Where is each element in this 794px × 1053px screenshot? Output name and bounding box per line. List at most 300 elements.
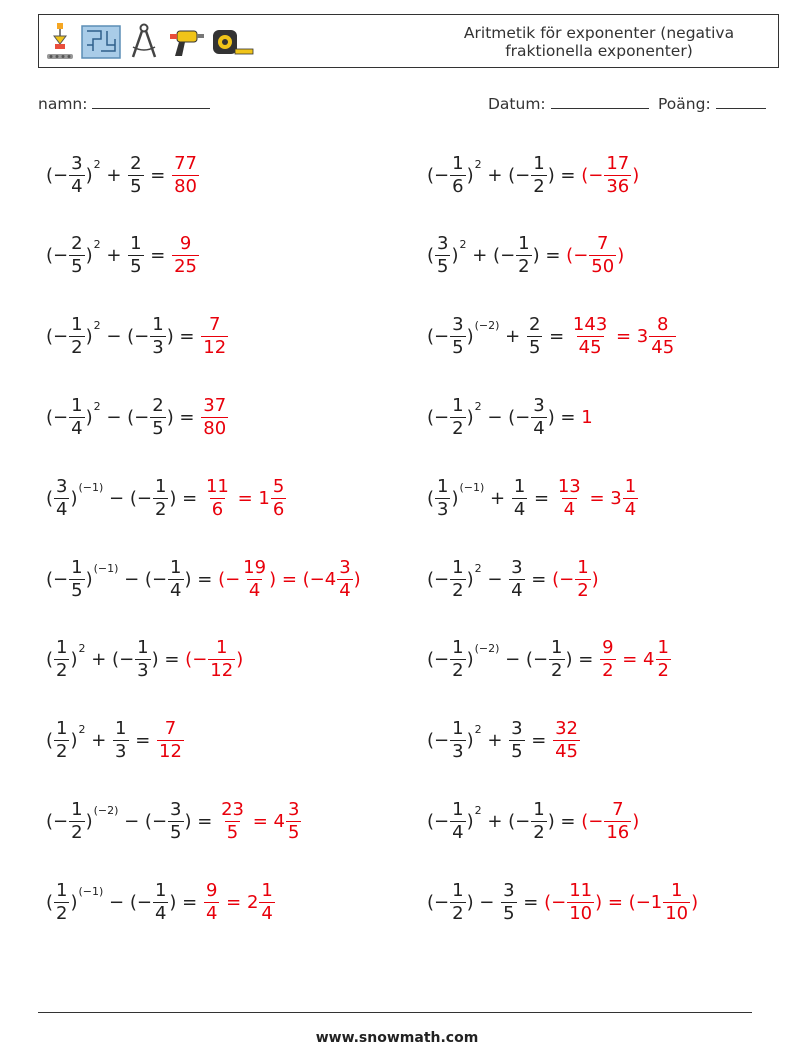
fraction bbox=[450, 395, 465, 440]
numerator: 1 bbox=[71, 798, 83, 820]
answer bbox=[552, 718, 581, 763]
expr-text: + (− bbox=[481, 810, 531, 832]
expr-text: = 3 bbox=[610, 326, 649, 348]
exponent: 2 bbox=[459, 238, 467, 252]
numerator: 32 bbox=[555, 718, 579, 740]
denominator: 5 bbox=[511, 741, 523, 763]
problem-p15 bbox=[46, 711, 185, 771]
fraction bbox=[201, 395, 228, 440]
expr-text: − (− bbox=[499, 649, 549, 671]
expr-text: ( bbox=[427, 487, 435, 509]
name-label-row bbox=[38, 95, 210, 113]
numerator: 77 bbox=[174, 152, 198, 174]
problem-p11 bbox=[46, 549, 361, 609]
problem-p6 bbox=[427, 307, 677, 367]
expr-text: (− bbox=[427, 568, 450, 590]
fraction bbox=[516, 233, 531, 278]
fraction bbox=[501, 880, 516, 925]
numerator: 143 bbox=[572, 314, 608, 336]
expr-text: ) bbox=[466, 730, 474, 752]
score-label-row bbox=[658, 95, 766, 113]
answer bbox=[581, 407, 592, 428]
expr-text: ) bbox=[85, 810, 93, 832]
expr-text: (− bbox=[581, 164, 604, 186]
numerator: 1 bbox=[130, 233, 142, 255]
exponent: 2 bbox=[93, 238, 101, 252]
fraction bbox=[208, 637, 235, 682]
fraction bbox=[69, 799, 84, 844]
expr-text: ) bbox=[632, 810, 640, 832]
exponent: 2 bbox=[474, 157, 482, 171]
numerator: 1 bbox=[624, 475, 637, 497]
denominator: 5 bbox=[130, 175, 142, 197]
score-label: Poäng: bbox=[658, 95, 711, 113]
denominator: 4 bbox=[452, 821, 464, 843]
numerator: 9 bbox=[179, 233, 192, 255]
expr-text: ) bbox=[353, 568, 361, 590]
footer-url[interactable]: www.snowmath.com bbox=[315, 1030, 479, 1046]
header-box bbox=[38, 14, 779, 68]
expr-text: + bbox=[100, 164, 128, 186]
denominator: 2 bbox=[452, 660, 464, 682]
expr-text: ) = bbox=[169, 891, 203, 913]
answer bbox=[570, 314, 677, 359]
fraction bbox=[204, 880, 219, 925]
numerator: 5 bbox=[272, 475, 285, 497]
numerator: 1 bbox=[437, 475, 449, 497]
expr-text: = bbox=[517, 891, 545, 913]
denominator: 3 bbox=[152, 337, 164, 359]
denominator: 5 bbox=[130, 256, 142, 278]
denominator: 2 bbox=[154, 498, 167, 520]
fraction bbox=[150, 395, 165, 440]
numerator: 11 bbox=[205, 475, 229, 497]
answer bbox=[544, 880, 698, 925]
exponent: 2 bbox=[78, 642, 86, 656]
expr-text: ) bbox=[85, 164, 93, 186]
denominator: 3 bbox=[115, 741, 127, 763]
numerator: 8 bbox=[656, 314, 669, 336]
fraction bbox=[54, 718, 69, 763]
denominator: 4 bbox=[71, 417, 83, 439]
date-label: Datum: bbox=[488, 95, 546, 113]
problem-p14 bbox=[427, 630, 672, 690]
fraction bbox=[571, 314, 609, 359]
expr-text: − (− bbox=[481, 406, 531, 428]
denominator: 45 bbox=[578, 337, 602, 359]
numerator: 1 bbox=[452, 556, 464, 578]
fraction bbox=[512, 476, 527, 521]
denominator: 80 bbox=[174, 175, 198, 197]
expr-text: + bbox=[484, 487, 511, 509]
expr-text: ) bbox=[70, 891, 78, 913]
numerator: 1 bbox=[577, 556, 589, 578]
expr-text: ) bbox=[236, 649, 244, 671]
expr-text: (− bbox=[46, 164, 69, 186]
problem-p17 bbox=[46, 791, 302, 851]
denominator: 2 bbox=[518, 256, 530, 278]
expr-text: ) = bbox=[532, 245, 567, 267]
denominator: 25 bbox=[174, 256, 198, 278]
expr-text: ) = bbox=[547, 406, 582, 428]
exponent: (−1) bbox=[459, 480, 485, 494]
expr-text: 1 bbox=[581, 406, 593, 428]
numerator: 2 bbox=[528, 314, 541, 336]
fraction bbox=[435, 476, 450, 521]
numerator: 23 bbox=[221, 798, 244, 820]
fraction bbox=[450, 718, 465, 763]
answer bbox=[552, 557, 599, 602]
expr-text: ) bbox=[85, 406, 93, 428]
score-field[interactable] bbox=[716, 95, 766, 109]
denominator: 6 bbox=[211, 498, 224, 520]
denominator: 5 bbox=[452, 337, 464, 359]
expr-text: ) bbox=[466, 406, 474, 428]
numerator: 2 bbox=[130, 152, 142, 174]
numerator: 1 bbox=[216, 637, 228, 659]
problem-p12 bbox=[427, 549, 599, 609]
fraction bbox=[337, 557, 352, 602]
fraction bbox=[150, 314, 165, 359]
denominator: 80 bbox=[203, 417, 227, 439]
fraction bbox=[527, 314, 542, 359]
numerator: 9 bbox=[205, 879, 218, 901]
fraction bbox=[128, 233, 143, 278]
denominator: 4 bbox=[154, 902, 167, 924]
fraction bbox=[135, 637, 150, 682]
expr-text: ) − bbox=[466, 891, 501, 913]
fraction bbox=[69, 153, 84, 198]
numerator: 2 bbox=[71, 233, 83, 255]
expr-text: = 2 bbox=[220, 891, 259, 913]
numerator: 7 bbox=[164, 718, 177, 740]
numerator: 3 bbox=[533, 394, 545, 416]
expr-text: − (− bbox=[118, 568, 168, 590]
fraction bbox=[286, 799, 301, 844]
exponent: (−2) bbox=[93, 803, 119, 817]
fraction bbox=[649, 314, 676, 359]
expr-text: (− bbox=[46, 568, 69, 590]
numerator: 7 bbox=[612, 798, 624, 820]
date-field[interactable] bbox=[551, 95, 649, 109]
exponent: 2 bbox=[474, 399, 482, 413]
fraction bbox=[450, 557, 465, 602]
exponent: 2 bbox=[474, 723, 482, 737]
drill-icon bbox=[167, 25, 205, 59]
denominator: 2 bbox=[452, 579, 464, 601]
expr-text: ) = bbox=[547, 164, 582, 186]
denominator: 2 bbox=[577, 579, 589, 601]
numerator: 1 bbox=[56, 718, 68, 740]
problem-p5 bbox=[46, 307, 229, 367]
problem-p13 bbox=[46, 630, 243, 690]
denominator: 2 bbox=[452, 902, 464, 924]
fraction bbox=[656, 637, 671, 682]
problem-p16 bbox=[427, 711, 581, 771]
denominator: 5 bbox=[528, 337, 541, 359]
denominator: 5 bbox=[287, 821, 300, 843]
expr-text: + bbox=[499, 326, 526, 348]
fraction bbox=[531, 395, 546, 440]
answer bbox=[581, 153, 639, 198]
fraction bbox=[531, 153, 546, 198]
expr-text: (− bbox=[46, 326, 69, 348]
denominator: 45 bbox=[555, 741, 579, 763]
expr-text: ) = (−1 bbox=[595, 891, 663, 913]
denominator: 5 bbox=[226, 821, 239, 843]
answer bbox=[555, 476, 639, 521]
fraction bbox=[168, 799, 183, 844]
numerator: 3 bbox=[511, 718, 523, 740]
expr-text: ) = bbox=[184, 568, 219, 590]
expr-text: ) bbox=[85, 568, 93, 590]
numerator: 1 bbox=[533, 798, 545, 820]
expr-text: ) bbox=[691, 891, 699, 913]
fraction bbox=[172, 153, 199, 198]
fraction bbox=[623, 476, 638, 521]
fraction bbox=[549, 637, 564, 682]
answer bbox=[218, 799, 302, 844]
numerator: 1 bbox=[261, 879, 273, 901]
fraction bbox=[531, 799, 546, 844]
exponent: (−1) bbox=[78, 884, 104, 898]
expr-text: ) bbox=[451, 487, 459, 509]
fraction bbox=[509, 718, 524, 763]
numerator: 1 bbox=[533, 152, 545, 174]
numerator: 1 bbox=[154, 475, 167, 497]
numerator: 3 bbox=[511, 556, 523, 578]
numerator: 1 bbox=[518, 233, 530, 255]
numerator: 1 bbox=[154, 879, 167, 901]
expr-text: ) = bbox=[166, 326, 201, 348]
denominator: 6 bbox=[272, 498, 285, 520]
expr-text: (− bbox=[46, 245, 69, 267]
fraction bbox=[54, 637, 69, 682]
problem-p9 bbox=[46, 468, 287, 528]
numerator: 1 bbox=[152, 314, 164, 336]
problem-p8 bbox=[427, 387, 593, 447]
expr-text: − (− bbox=[100, 326, 150, 348]
expr-text: (− bbox=[427, 810, 450, 832]
problem-p4 bbox=[427, 226, 624, 286]
expr-text: (− bbox=[427, 326, 450, 348]
fraction bbox=[450, 637, 465, 682]
denominator: 4 bbox=[71, 175, 83, 197]
numerator: 2 bbox=[152, 394, 164, 416]
numerator: 1 bbox=[71, 314, 83, 336]
fraction bbox=[153, 476, 168, 521]
numerator: 1 bbox=[452, 718, 464, 740]
answer bbox=[566, 233, 624, 278]
problem-p2 bbox=[427, 145, 639, 205]
denominator: 12 bbox=[203, 337, 227, 359]
expr-text: − (− bbox=[103, 891, 152, 913]
fraction bbox=[172, 233, 199, 278]
denominator: 2 bbox=[551, 660, 563, 682]
expr-text: (− bbox=[218, 568, 241, 590]
fraction bbox=[435, 233, 450, 278]
expr-text: ) bbox=[617, 245, 625, 267]
problem-p3 bbox=[46, 226, 200, 286]
expr-text: ) bbox=[466, 164, 474, 186]
denominator: 10 bbox=[665, 902, 689, 924]
expr-text: + (− bbox=[481, 164, 531, 186]
expr-text: ) bbox=[70, 487, 78, 509]
name-field[interactable] bbox=[92, 95, 210, 109]
denominator: 45 bbox=[651, 337, 675, 359]
fraction bbox=[69, 395, 84, 440]
numerator: 3 bbox=[170, 798, 182, 820]
numerator: 13 bbox=[557, 475, 581, 497]
denominator: 12 bbox=[210, 660, 234, 682]
expr-text: − (− bbox=[103, 487, 152, 509]
answer bbox=[156, 718, 185, 763]
denominator: 4 bbox=[248, 579, 261, 601]
problem-p7 bbox=[46, 387, 229, 447]
fraction bbox=[69, 314, 84, 359]
numerator: 1 bbox=[670, 879, 683, 901]
expr-text: − bbox=[481, 568, 509, 590]
expr-text: (− bbox=[427, 730, 450, 752]
denominator: 16 bbox=[606, 821, 630, 843]
expr-text: (− bbox=[185, 649, 208, 671]
denominator: 4 bbox=[533, 417, 545, 439]
numerator: 1 bbox=[452, 152, 464, 174]
expr-text: (− bbox=[46, 406, 69, 428]
fraction bbox=[271, 476, 286, 521]
denominator: 36 bbox=[606, 175, 630, 197]
fraction bbox=[589, 233, 616, 278]
fraction bbox=[69, 557, 84, 602]
expr-text: ( bbox=[427, 245, 435, 267]
numerator: 1 bbox=[170, 556, 182, 578]
denominator: 3 bbox=[437, 498, 449, 520]
expr-text: ) bbox=[85, 326, 93, 348]
fraction bbox=[259, 880, 274, 925]
exponent: 2 bbox=[93, 157, 101, 171]
denominator: 10 bbox=[569, 902, 593, 924]
expr-text: = bbox=[543, 326, 570, 348]
fraction bbox=[604, 799, 631, 844]
fraction bbox=[54, 476, 69, 521]
fraction bbox=[663, 880, 690, 925]
expr-text: ) bbox=[70, 730, 78, 752]
denominator: 4 bbox=[56, 498, 68, 520]
expr-text: (− bbox=[544, 891, 567, 913]
denominator: 2 bbox=[533, 821, 545, 843]
expr-text: ) bbox=[451, 245, 459, 267]
expr-text: = bbox=[144, 164, 172, 186]
numerator: 1 bbox=[513, 475, 526, 497]
problem-p1 bbox=[46, 145, 200, 205]
fraction bbox=[201, 314, 228, 359]
fraction bbox=[600, 637, 615, 682]
fraction bbox=[241, 557, 268, 602]
exponent: 2 bbox=[474, 803, 482, 817]
expr-text: ) = (−4 bbox=[269, 568, 337, 590]
answer bbox=[171, 153, 200, 198]
numerator: 17 bbox=[606, 152, 630, 174]
answer bbox=[171, 233, 200, 278]
expr-text: = 4 bbox=[616, 649, 655, 671]
expr-text: + (− bbox=[466, 245, 516, 267]
numerator: 1 bbox=[115, 718, 127, 740]
numerator: 1 bbox=[137, 637, 149, 659]
expr-text: ) = bbox=[151, 649, 186, 671]
expr-text: ) = bbox=[169, 487, 203, 509]
denominator: 6 bbox=[452, 175, 464, 197]
expr-text: + bbox=[481, 730, 509, 752]
denominator: 4 bbox=[170, 579, 182, 601]
expr-text: + bbox=[85, 730, 113, 752]
expr-text: + bbox=[100, 245, 128, 267]
exponent: 2 bbox=[93, 319, 101, 333]
numerator: 3 bbox=[287, 798, 300, 820]
denominator: 5 bbox=[71, 579, 83, 601]
footer-divider bbox=[38, 1012, 752, 1013]
numerator: 37 bbox=[203, 394, 227, 416]
fraction bbox=[567, 880, 594, 925]
expr-text: ) = bbox=[565, 649, 600, 671]
fraction bbox=[54, 880, 69, 925]
tape-measure-icon bbox=[211, 27, 255, 57]
expr-text: (− bbox=[552, 568, 575, 590]
expr-text: = bbox=[144, 245, 172, 267]
expr-text: ( bbox=[46, 891, 54, 913]
answer bbox=[185, 637, 243, 682]
denominator: 4 bbox=[511, 579, 523, 601]
numerator: 1 bbox=[551, 637, 563, 659]
denominator: 3 bbox=[137, 660, 149, 682]
fraction bbox=[128, 153, 143, 198]
denominator: 4 bbox=[513, 498, 526, 520]
denominator: 2 bbox=[56, 660, 68, 682]
fraction bbox=[219, 799, 246, 844]
expr-text: ) bbox=[632, 164, 640, 186]
expr-text: − (− bbox=[100, 406, 150, 428]
denominator: 2 bbox=[56, 902, 68, 924]
denominator: 50 bbox=[591, 256, 615, 278]
expr-text: ( bbox=[46, 730, 54, 752]
numerator: 7 bbox=[597, 233, 609, 255]
answer bbox=[218, 557, 361, 602]
expr-text: ( bbox=[46, 487, 54, 509]
denominator: 5 bbox=[503, 902, 515, 924]
fraction bbox=[450, 880, 465, 925]
problem-p20 bbox=[427, 872, 698, 932]
expr-text: (− bbox=[581, 810, 604, 832]
denominator: 4 bbox=[261, 902, 273, 924]
denominator: 2 bbox=[533, 175, 545, 197]
header-icons bbox=[45, 21, 255, 63]
expr-text: (− bbox=[566, 245, 589, 267]
exponent: 2 bbox=[474, 561, 482, 575]
expr-text: ) bbox=[466, 810, 474, 832]
exponent: (−2) bbox=[474, 319, 500, 333]
denominator: 4 bbox=[205, 902, 218, 924]
page-title: Aritmetik för exponenter (negativa fraktionella exponenter) bbox=[463, 24, 735, 60]
fraction bbox=[450, 799, 465, 844]
fraction bbox=[575, 557, 590, 602]
answer bbox=[581, 799, 639, 844]
answer bbox=[203, 880, 276, 925]
denominator: 5 bbox=[152, 417, 164, 439]
expr-text: (− bbox=[427, 164, 450, 186]
fraction bbox=[157, 718, 184, 763]
denominator: 2 bbox=[602, 660, 614, 682]
numerator: 1 bbox=[71, 556, 83, 578]
expr-text: (− bbox=[427, 891, 450, 913]
